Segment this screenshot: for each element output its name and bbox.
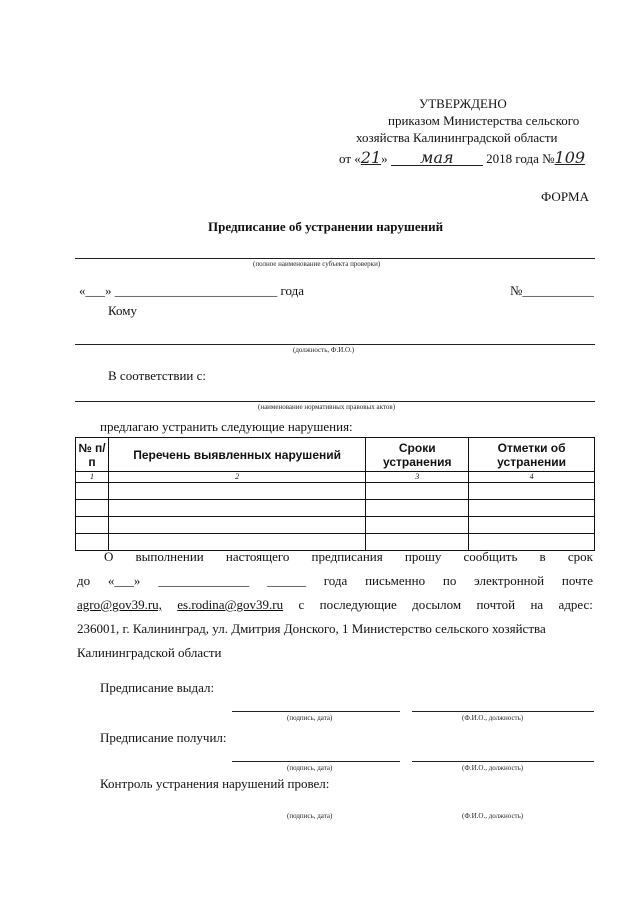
table-row bbox=[76, 483, 595, 500]
issued-fio-caption: (Ф.И.О., должность) bbox=[462, 714, 524, 722]
date-open-quote: « bbox=[79, 283, 86, 298]
word: последующие bbox=[319, 597, 397, 612]
word: на bbox=[530, 597, 544, 612]
handwritten-month: мая bbox=[391, 151, 483, 166]
propose-text: предлагаю устранить следующие нарушения: bbox=[100, 419, 353, 434]
table-cell bbox=[76, 500, 109, 517]
issued-fio-line bbox=[412, 711, 594, 712]
control-signature-caption: (подпись, дата) bbox=[287, 812, 333, 820]
table-cell bbox=[366, 517, 469, 534]
word: ______ bbox=[266, 573, 306, 588]
issued-signature-caption: (подпись, дата) bbox=[287, 714, 333, 722]
header-violations: Перечень выявленных нарушений bbox=[108, 438, 365, 472]
column-number: 2 bbox=[108, 472, 365, 483]
to-label: Кому bbox=[108, 303, 138, 318]
document-title: Предписание об устранении нарушений bbox=[208, 219, 444, 234]
column-number: 4 bbox=[469, 472, 595, 483]
table-cell bbox=[108, 500, 365, 517]
word: года bbox=[323, 573, 348, 588]
control-fio-caption: (Ф.И.О., должность) bbox=[462, 812, 524, 820]
column-number: 1 bbox=[76, 472, 109, 483]
approval-year-text: 2018 года № bbox=[486, 151, 555, 166]
paragraph-line-1 bbox=[77, 545, 593, 569]
date-month-blank: _________________________ bbox=[114, 283, 278, 298]
word: сообщить bbox=[463, 549, 518, 564]
subject-line bbox=[75, 258, 595, 259]
table-header-row bbox=[76, 438, 595, 472]
word: ______________ bbox=[158, 573, 250, 588]
table-cell bbox=[366, 500, 469, 517]
table-cell bbox=[469, 517, 595, 534]
word: адрес: bbox=[558, 597, 593, 612]
table-row bbox=[76, 517, 595, 534]
word: досылом bbox=[412, 597, 462, 612]
table-cell bbox=[76, 483, 109, 500]
word: письменно bbox=[365, 573, 426, 588]
subject-caption: (полное наименование субъекта проверки) bbox=[253, 260, 381, 268]
number-label: № bbox=[510, 283, 523, 298]
received-fio-line bbox=[412, 761, 594, 762]
word: с bbox=[298, 597, 305, 612]
date-day-blank: ___ bbox=[85, 283, 105, 298]
issued-label: Предписание выдал: bbox=[100, 680, 215, 695]
number-blank: ___________ bbox=[522, 283, 594, 298]
email-link-agro[interactable]: agro@gov39.ru, bbox=[77, 597, 162, 612]
word: почте bbox=[561, 573, 593, 588]
date-close-quote: » bbox=[105, 283, 112, 298]
received-label: Предписание получил: bbox=[100, 730, 227, 745]
date-year-word: года bbox=[280, 283, 305, 298]
form-label: ФОРМА bbox=[541, 189, 589, 204]
table-row bbox=[76, 500, 595, 517]
email-link-rodina[interactable]: es.rodina@gov39.ru bbox=[177, 597, 284, 612]
approval-from-prefix: от « bbox=[339, 151, 361, 166]
word: в bbox=[539, 549, 546, 564]
handwritten-number: 109 bbox=[554, 148, 586, 167]
date-field bbox=[79, 283, 304, 299]
word: предписания bbox=[311, 549, 383, 564]
instruction-paragraph bbox=[77, 545, 593, 665]
word: электронной bbox=[474, 573, 545, 588]
issued-signature-line bbox=[232, 711, 400, 712]
control-label: Контроль устранения нарушений провел: bbox=[100, 776, 330, 791]
word: выполнении bbox=[135, 549, 204, 564]
word: до bbox=[77, 573, 91, 588]
paragraph-line-2 bbox=[77, 569, 593, 593]
paragraph-line-4: 236001, г. Калининград, ул. Дмитрия Донского, 1 Министерство сельского хозяйства bbox=[77, 621, 546, 636]
position-caption: (должность, Ф.И.О.) bbox=[293, 346, 355, 354]
approval-title: УТВЕРЖДЕНО bbox=[419, 96, 507, 111]
approval-line-2: хозяйства Калининградской области bbox=[356, 130, 558, 145]
word: «___» bbox=[107, 573, 141, 588]
table-cell bbox=[108, 483, 365, 500]
column-number-row bbox=[76, 472, 595, 483]
according-label: В соответствии с: bbox=[108, 368, 207, 383]
handwritten-day: 21 bbox=[360, 148, 382, 167]
table-cell bbox=[366, 483, 469, 500]
received-signature-caption: (подпись, дата) bbox=[287, 764, 333, 772]
received-signature-line bbox=[232, 761, 400, 762]
word: срок bbox=[567, 549, 593, 564]
approval-line-1: приказом Министерства сельского bbox=[388, 113, 580, 128]
table-cell bbox=[469, 500, 595, 517]
word: почтой bbox=[476, 597, 516, 612]
header-number: № п/п bbox=[76, 438, 109, 472]
violations-table bbox=[75, 437, 595, 551]
header-deadline: Сроки устранения bbox=[366, 438, 469, 472]
word: прошу bbox=[404, 549, 442, 564]
acts-line bbox=[75, 401, 595, 402]
received-fio-caption: (Ф.И.О., должность) bbox=[462, 764, 524, 772]
approval-date-mid: » bbox=[381, 151, 388, 166]
table-cell bbox=[76, 517, 109, 534]
table-cell bbox=[469, 483, 595, 500]
word: по bbox=[442, 573, 457, 588]
approval-date-line bbox=[339, 148, 585, 167]
number-field bbox=[510, 283, 594, 299]
word: О bbox=[104, 549, 114, 564]
table-cell bbox=[108, 517, 365, 534]
word: настоящего bbox=[225, 549, 290, 564]
header-marks: Отметки об устранении bbox=[469, 438, 595, 472]
column-number: 3 bbox=[366, 472, 469, 483]
position-line bbox=[75, 344, 595, 345]
paragraph-line-3 bbox=[77, 593, 593, 617]
acts-caption: (наименование нормативных правовых актов) bbox=[258, 403, 396, 411]
paragraph-line-5: Калининградской области bbox=[77, 645, 222, 660]
